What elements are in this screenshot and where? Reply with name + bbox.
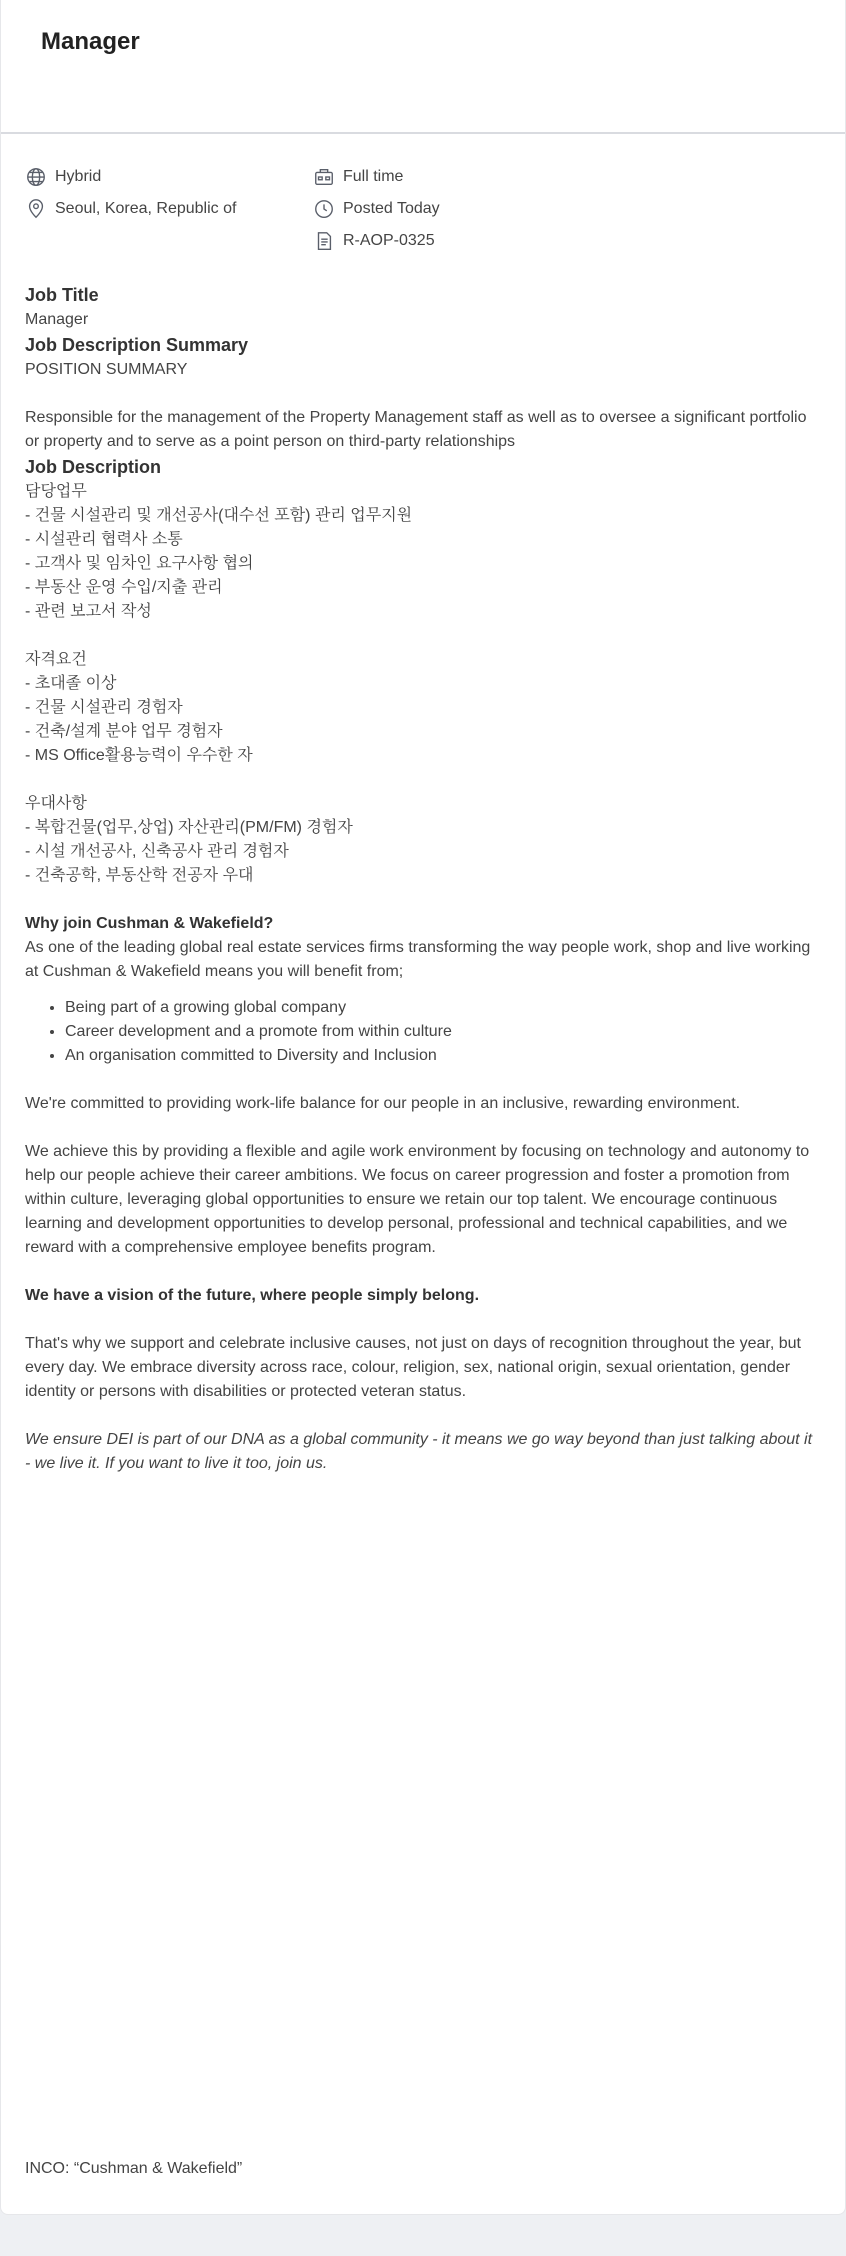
location-label: Seoul, Korea, Republic of [55,200,237,217]
summary-heading: Job Description Summary [25,335,249,355]
summary-subtitle: POSITION SUMMARY [25,361,188,378]
job-type-label: Full time [343,168,404,185]
qualifications-title: 자격요건 [25,651,87,668]
vision-text: We have a vision of the future, where people simply belong. [25,1287,480,1304]
document-icon [313,230,335,252]
job-title-heading: Job Title [25,285,99,305]
location-pin-icon [25,198,47,220]
list-item: • An organisation committed to Diversity and Inclusion [65,1044,819,1068]
duty-item: - 고객사 및 임차인 요구사항 협의 [25,555,254,572]
qualification-item: - 건물 시설관리 경험자 [25,699,183,716]
meta-workplace [25,166,101,188]
duty-item: - 관련 보고서 작성 [25,603,152,620]
meta-posted [313,198,440,220]
achieve-text: We achieve this by providing a flexible and agile work environment by focusing on technology and autonomy to help our people achieve their career ambitions. We focus on career progression and foster a promotion from within culture, leveraging global opportunities to ensure we retain our top talent. We encourage continuous learning and development opportunities to develop personal, professional and technical capabilities, and we reward with a comprehensive employee benefits program. [25,1143,810,1256]
preferred-item: - 시설 개선공사, 신축공사 관리 경험자 [25,843,289,860]
posted-label: Posted Today [343,200,440,217]
list-item: • Being part of a growing global company [65,996,819,1020]
why-join-text: As one of the leading global real estate services firms transforming the way people work, shop and live working at Cushman & Wakefield means you will benefit from; [25,939,811,980]
globe-icon [25,166,47,188]
job-description-body [25,282,819,1476]
duty-item: - 부동산 운영 수입/지출 관리 [25,579,223,596]
workplace-label: Hybrid [55,168,102,185]
duties-title: 담당업무 [25,483,87,500]
why-join-heading: Why join Cushman & Wakefield? [25,915,274,932]
duty-item: - 시설관리 협력사 소통 [25,531,183,548]
inco-footer: INCO: “Cushman & Wakefield” [25,2160,243,2177]
preferred-item: - 복합건물(업무,상업) 자산관리(PM/FM) 경험자 [25,819,353,836]
description-heading: Job Description [25,457,162,477]
support-text: That's why we support and celebrate inclusive causes, not just on days of recognition throughout the year, but every day. We embrace diversity across race, colour, religion, sex, national origin, sexual orientation, gender identity or persons with disabilities or protected veteran status. [25,1335,801,1400]
meta-location [25,198,236,220]
qualification-item: - 건축/설계 분야 업무 경험자 [25,723,223,740]
duty-item: - 건물 시설관리 및 개선공사(대수선 포함) 관리 업무지원 [25,507,413,524]
list-item: • Career development and a promote from within culture [65,1020,819,1044]
qualification-item: - 초대졸 이상 [25,675,117,692]
qualification-item: - MS Office활용능력이 우수한 자 [25,747,253,764]
preferred-item: - 건축공학, 부동산학 전공자 우대 [25,867,254,884]
page-title: Manager [41,28,140,55]
dei-text: We ensure DEI is part of our DNA as a global community - it means we go way beyond than just talking about it - we live it. If you want to live it too, join us. [25,1431,813,1472]
preferred-title: 우대사항 [25,795,87,812]
meta-job-type [313,166,403,188]
job-title-value: Manager [25,311,89,328]
briefcase-icon [313,166,335,188]
req-id-label: R-AOP-0325 [343,232,435,249]
benefits-list [25,996,819,1068]
clock-icon [313,198,335,220]
meta-req-id [313,230,435,252]
summary-text: Responsible for the management of the Property Management staff as well as to oversee a significant portfolio or property and to serve as a point person on third-party relationships [25,409,807,450]
job-header [1,0,845,134]
commitment-text: We're committed to providing work-life balance for our people in an inclusive, rewarding environment. [25,1095,741,1112]
